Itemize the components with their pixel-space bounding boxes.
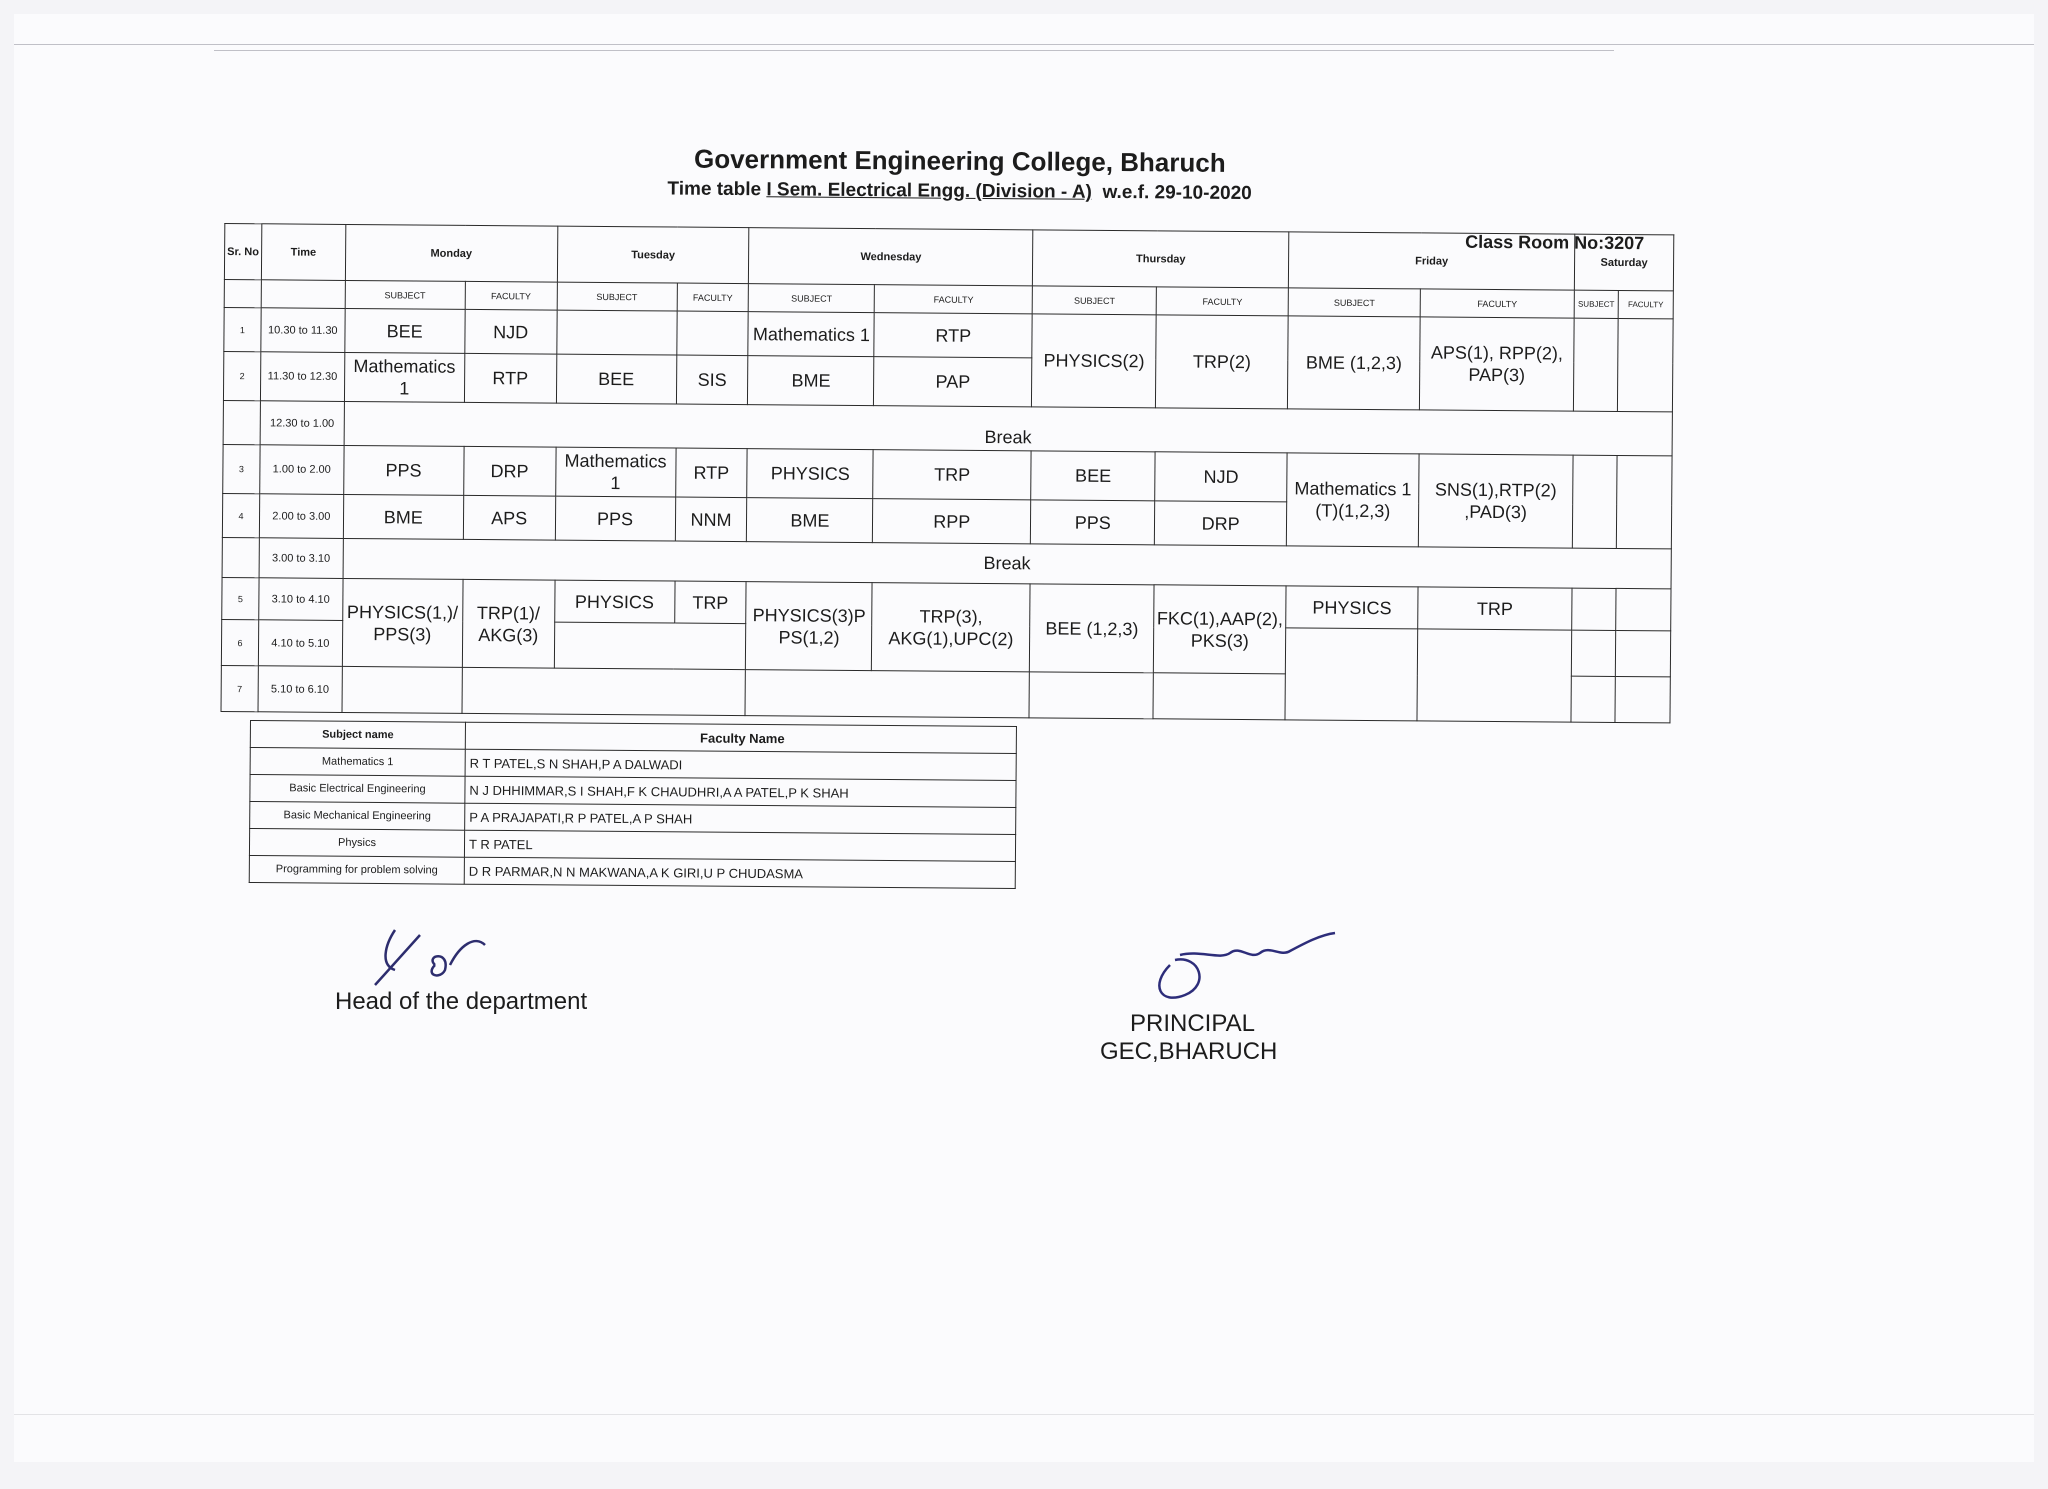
timetable-subtitle [225, 175, 1375, 206]
tuesday-subject [556, 310, 676, 355]
subject-label: SUBJECT [345, 280, 465, 309]
tuesday-subject: PPS [555, 496, 675, 541]
subject-label: SUBJECT [1574, 290, 1618, 318]
timetable [221, 223, 1675, 723]
friday-faculty: APS(1), RPP(2), PAP(3) [1419, 317, 1574, 411]
saturday-subject [1571, 630, 1615, 676]
tt-wef: w.e.f. 29-10-2020 [1102, 181, 1252, 205]
tuesday-subject: PHYSICS [554, 580, 674, 623]
subject-faculty-table [249, 720, 1017, 889]
monday-subject: Mathematics 1 [344, 352, 464, 402]
tuesday-faculty: RTP [675, 448, 747, 498]
saturday-faculty [1615, 676, 1670, 722]
tuesday-subject: BEE [556, 354, 676, 404]
wednesday-faculty: PAP [874, 357, 1032, 407]
faculty-label: FACULTY [1156, 287, 1288, 316]
tuesday-faculty: SIS [676, 355, 748, 405]
tuesday-cell [554, 622, 746, 670]
faculty-label: FACULTY [875, 285, 1033, 314]
subject-label: SUBJECT [557, 282, 677, 311]
monday-subject: BEE [345, 308, 465, 353]
subject-label: SUBJECT [749, 284, 875, 313]
time-slot: 5.10 to 6.10 [258, 666, 342, 713]
time-slot: 11.30 to 12.30 [260, 352, 344, 402]
monday-tuesday-cell [462, 667, 746, 715]
wednesday-faculty: RPP [873, 499, 1031, 544]
time-slot: 1.00 to 2.00 [260, 445, 344, 495]
faculty-names: P A PRAJAPATI,R P PATEL,A P SHAH [465, 803, 1016, 834]
monday-subject: BME [343, 494, 463, 539]
day-saturday: Saturday [1574, 234, 1673, 291]
tt-class: I Sem. Electrical Engg. (Division - A) [766, 179, 1093, 203]
saturday-subject [1572, 588, 1616, 630]
tuesday-subject: Mathematics 1 [555, 447, 675, 497]
saturday-faculty [1616, 455, 1672, 548]
faculty-names: D R PARMAR,N N MAKWANA,A K GIRI,U P CHUDASMA [464, 857, 1015, 888]
scan-line [14, 44, 2034, 45]
friday-subject: BME (1,2,3) [1288, 316, 1421, 410]
row-number: 7 [221, 665, 258, 711]
tt-prefix: Time table [667, 178, 762, 201]
time-slot: 10.30 to 11.30 [261, 308, 345, 353]
scan-line [214, 50, 1614, 51]
day-friday: Friday [1289, 232, 1575, 290]
wednesday-subject: PHYSICS [747, 449, 873, 499]
monday-faculty: APS [463, 495, 555, 540]
hod-label: Head of the department [335, 988, 588, 1015]
subject-name: Mathematics 1 [250, 748, 465, 777]
friday-subject: Mathematics 1 (T)(1,2,3) [1287, 453, 1420, 547]
thursday-faculty: FKC(1),AAP(2), PKS(3) [1154, 585, 1287, 674]
monday-subject: PPS [343, 445, 463, 495]
principal-block [1100, 1010, 1277, 1066]
subject-name-header: Subject name [250, 721, 465, 750]
scan-line [14, 1414, 2034, 1415]
timetable-sheet [221, 140, 1675, 723]
row-number: 2 [223, 351, 260, 400]
saturday-subject [1573, 318, 1618, 411]
row-number: 5 [222, 577, 259, 619]
faculty-names: N J DHHIMMAR,S I SHAH,F K CHAUDHRI,A A PATEL,P K SHAH [465, 776, 1016, 807]
friday-subject: PHYSICS [1286, 586, 1418, 629]
faculty-label: FACULTY [1420, 289, 1574, 318]
col-sr: Sr. No [224, 224, 261, 280]
principal-signature [1130, 925, 1350, 1015]
subject-label: SUBJECT [1288, 288, 1420, 317]
thursday-faculty: NJD [1155, 452, 1287, 502]
college-title: Government Engineering College, Bharuch [693, 143, 1226, 178]
wednesday-cell [745, 670, 1029, 718]
monday-faculty: RTP [464, 353, 556, 403]
row-number: 3 [223, 444, 260, 493]
faculty-label: FACULTY [1618, 290, 1673, 318]
wednesday-faculty: RTP [874, 313, 1032, 358]
col-time: Time [261, 224, 345, 281]
saturday-faculty [1617, 318, 1673, 411]
break-label: Break [344, 401, 1673, 455]
monday-faculty: TRP(1)/ AKG(3) [462, 579, 555, 668]
subject-label: SUBJECT [1032, 286, 1156, 315]
thursday-subject: BEE (1,2,3) [1030, 584, 1155, 673]
saturday-faculty [1615, 630, 1670, 676]
day-monday: Monday [345, 224, 557, 282]
principal-label: PRINCIPAL [1130, 1010, 1255, 1037]
saturday-faculty [1616, 588, 1671, 630]
saturday-subject [1571, 676, 1615, 722]
thursday-faculty [1153, 673, 1285, 720]
time-slot: 3.10 to 4.10 [259, 578, 343, 621]
thursday-subject [1029, 672, 1153, 719]
monday-faculty: DRP [463, 446, 555, 496]
thursday-faculty: DRP [1155, 501, 1287, 546]
classroom-number: Class Room No:3207 [1465, 231, 1645, 254]
thursday-subject: PPS [1031, 500, 1155, 545]
wednesday-faculty: TRP(3), AKG(1),UPC(2) [872, 583, 1031, 672]
subject-name: Physics [249, 829, 464, 858]
faculty-label: FACULTY [677, 283, 749, 312]
day-tuesday: Tuesday [557, 226, 749, 284]
tuesday-faculty: TRP [674, 581, 746, 624]
subject-row [249, 855, 1015, 888]
friday-faculty: TRP [1418, 587, 1572, 630]
wednesday-subject: PHYSICS(3)P PS(1,2) [746, 582, 873, 671]
row-number: 1 [224, 307, 261, 351]
break-label: Break [343, 538, 1672, 588]
wednesday-subject: Mathematics 1 [748, 312, 874, 357]
time-slot: 12.30 to 1.00 [260, 401, 344, 446]
time-slot: 3.00 to 3.10 [259, 538, 343, 579]
row-number: 4 [222, 493, 259, 537]
college-short-label: GEC,BHARUCH [1100, 1038, 1278, 1065]
day-wednesday: Wednesday [749, 228, 1033, 286]
friday-subject [1285, 628, 1418, 721]
wednesday-subject: BME [748, 356, 874, 406]
tuesday-faculty: NNM [675, 497, 747, 542]
monday-subject [342, 666, 462, 713]
faculty-names: R T PATEL,S N SHAH,P A DALWADI [465, 749, 1016, 780]
wednesday-faculty: TRP [873, 450, 1031, 500]
wednesday-subject: BME [747, 498, 873, 543]
time-slot: 4.10 to 5.10 [258, 620, 342, 667]
subject-name: Basic Mechanical Engineering [250, 802, 465, 831]
tuesday-faculty [676, 311, 748, 356]
thursday-faculty: TRP(2) [1156, 315, 1289, 409]
time-slot: 2.00 to 3.00 [259, 494, 343, 539]
thursday-subject: BEE [1031, 451, 1155, 501]
monday-subject: PHYSICS(1,)/ PPS(3) [342, 578, 463, 667]
faculty-name-header: Faculty Name [465, 722, 1016, 753]
faculty-label: FACULTY [465, 281, 557, 310]
monday-faculty: NJD [465, 309, 557, 354]
faculty-names: T R PATEL [464, 830, 1015, 861]
row-number: 6 [221, 619, 258, 665]
subject-name: Basic Electrical Engineering [250, 775, 465, 804]
friday-faculty: SNS(1),RTP(2) ,PAD(3) [1418, 454, 1573, 548]
subject-name: Programming for problem solving [249, 855, 464, 884]
friday-faculty [1417, 629, 1572, 722]
saturday-subject [1572, 455, 1617, 548]
thursday-subject: PHYSICS(2) [1032, 314, 1157, 408]
day-thursday: Thursday [1033, 230, 1289, 288]
